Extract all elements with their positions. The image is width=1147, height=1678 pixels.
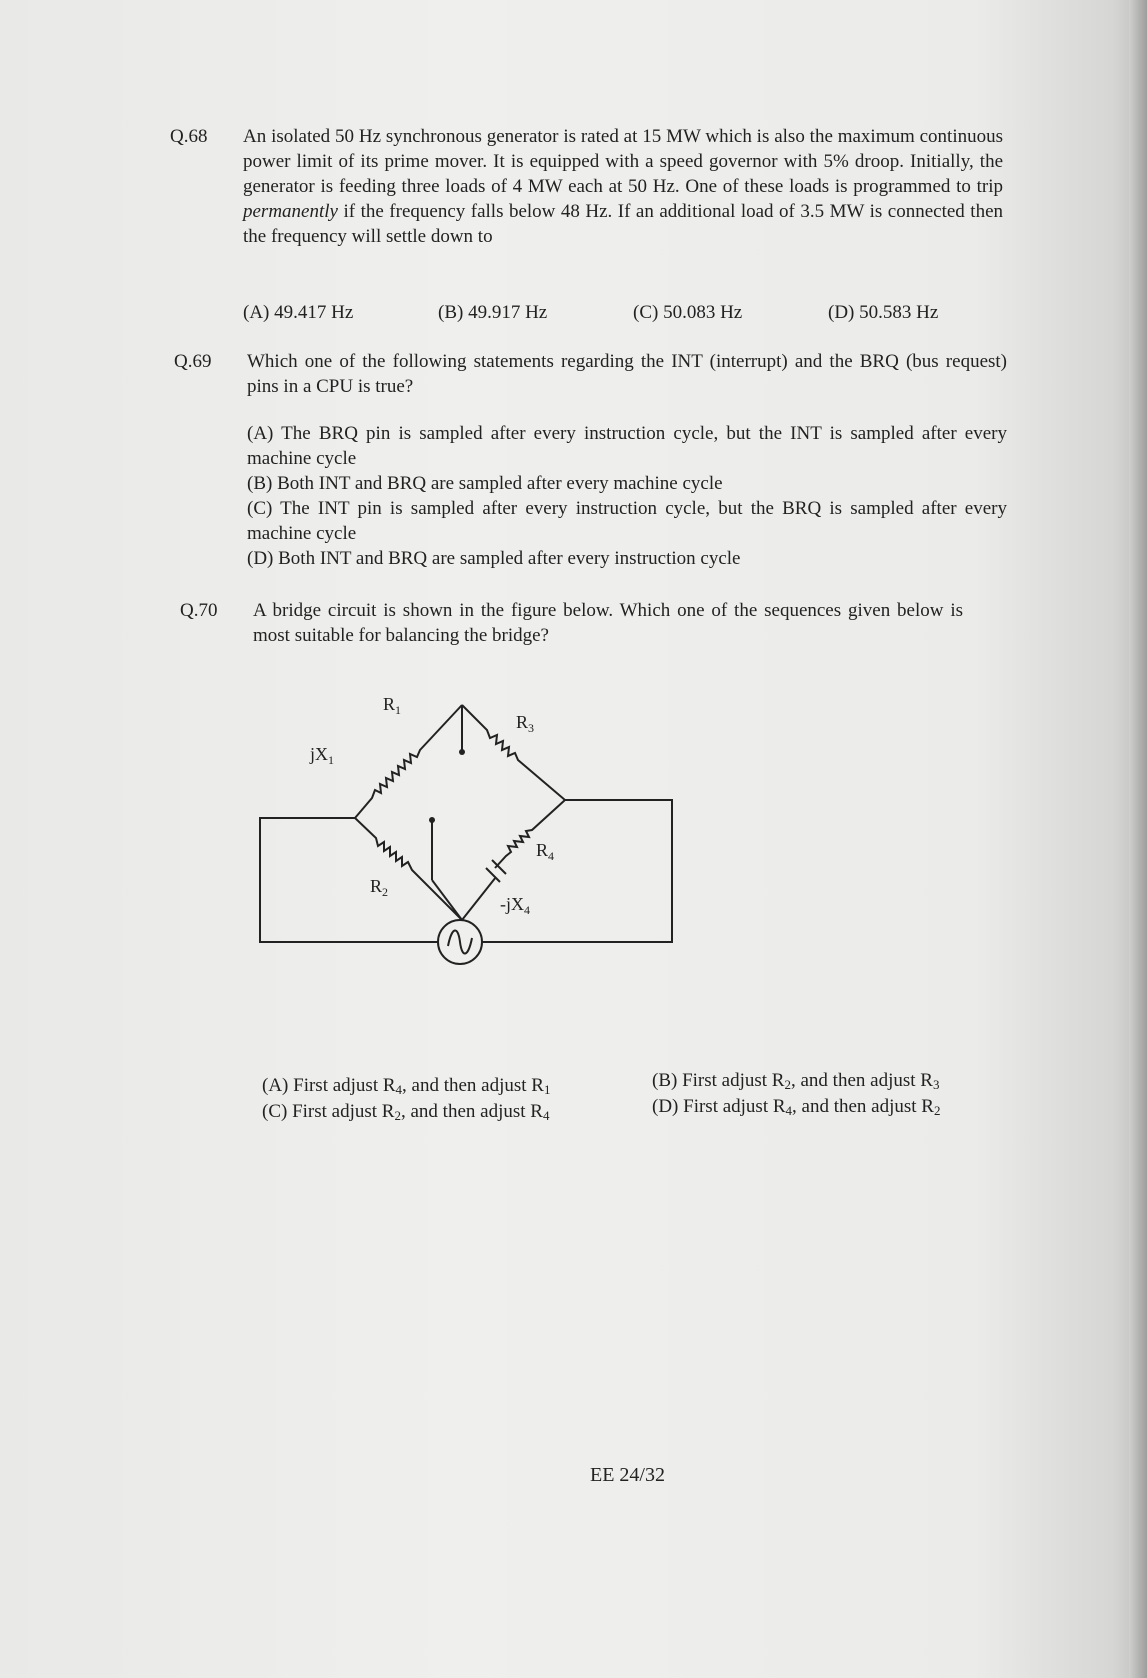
bridge-circuit-figure	[250, 690, 690, 1030]
option-a: (A) 49.417 Hz	[243, 302, 354, 323]
option-c: (C) The INT pin is sampled after every instruction cycle, but the BRQ is sampled after every machine cycle	[247, 498, 1007, 544]
bottom-node-link	[432, 880, 462, 920]
label-r2: $R_2$	[370, 876, 389, 899]
question-text: Which one of the following statements regarding the INT (interrupt) and the BRQ (bus request) pins in a CPU is true?	[247, 351, 1007, 397]
page-edge	[1129, 0, 1147, 1678]
option-b: (B) Both INT and BRQ are sampled after every machine cycle	[247, 473, 723, 494]
arm-r4	[495, 800, 565, 868]
question-number: Q.68	[170, 126, 208, 147]
label-r3: $R_3$	[516, 712, 535, 735]
arm-r2	[355, 818, 462, 920]
label-r1: $R_1$	[383, 694, 402, 717]
question-number: Q.70	[180, 600, 218, 621]
option-a: (A) The BRQ pin is sampled after every instruction cycle, but the INT is sampled after every machine cycle	[247, 423, 1007, 469]
option-d: (D) Both INT and BRQ are sampled after every instruction cycle	[247, 548, 741, 569]
wire-right	[482, 800, 672, 942]
option-b: (B) 49.917 Hz	[438, 302, 548, 323]
question-text: A bridge circuit is shown in the figure below. Which one of the sequences given below is most suitable for balancing the bridge?	[253, 600, 963, 646]
arm-r1-jx1	[355, 705, 462, 818]
q70-option-c: (C) First adjust $R_2$, and then adjust $R_4$	[262, 1101, 550, 1123]
page-number: EE 24/32	[590, 1464, 665, 1486]
emphasis-text: permanently	[243, 201, 338, 222]
q70-option-a: (A) First adjust $R_4$, and then adjust $R_1$	[262, 1075, 551, 1097]
arm-r3	[462, 705, 565, 800]
ac-source-wave	[448, 930, 472, 953]
label-jx1: $jX_1$	[310, 744, 334, 767]
question-text: An isolated 50 Hz synchronous generator is rated at 15 MW which is also the maximum continuous power limit of its prime mover. It is equipped with a speed governor with 5% droop. Initially, the generator is feeding three loads of 4 MW each at 50 Hz. One of these loads is programmed to trip permanently if the frequency falls below 48 Hz. If an additional load of 3.5 MW is connected then the frequency will settle down to	[243, 126, 1003, 247]
bottom-dot	[429, 817, 435, 823]
options-row	[243, 300, 983, 325]
q70-option-b: (B) First adjust $R_2$, and then adjust $R_3$	[652, 1070, 940, 1092]
options-list	[247, 421, 1007, 571]
top-dot	[459, 749, 465, 755]
label-r4: $R_4$	[536, 840, 555, 863]
label-jx4: $-jX_4$	[500, 894, 530, 917]
option-d: (D) 50.583 Hz	[828, 302, 939, 323]
q70-option-d: (D) First adjust $R_4$, and then adjust $R_2$	[652, 1096, 941, 1118]
question-number: Q.69	[174, 351, 212, 372]
option-c: (C) 50.083 Hz	[633, 302, 743, 323]
wire-left	[260, 818, 438, 942]
